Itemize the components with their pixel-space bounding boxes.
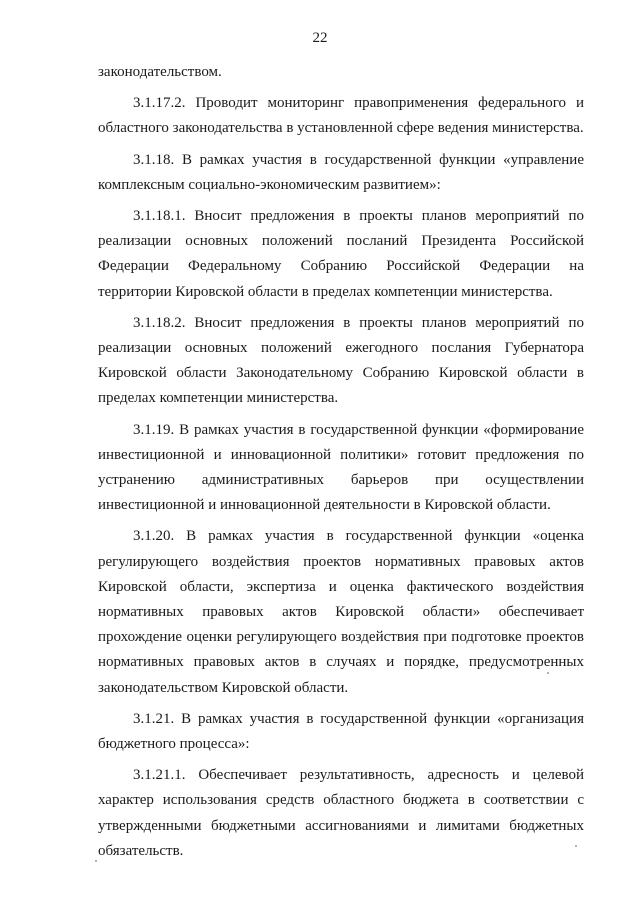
paragraph-3-1-21-1: 3.1.21.1. Обеспечивает результативность, адресность и целевой характер использования средств областного бюджета в соответствии с утвержденными бюджетными ассигнованиями и лимитами бюджетных обязательств. (98, 767, 584, 859)
paragraph-3-1-21: 3.1.21. В рамках участия в государственной функции «организация бюджетного процесса»: (98, 710, 584, 753)
paragraph-3-1-17-2: 3.1.17.2. Проводит мониторинг правоприменения федерального и областного законодательства в установленной сфере ведения министерства. (98, 95, 584, 137)
paragraph-continuation: законодательством. (98, 64, 222, 80)
paragraph-3-1-18-1: 3.1.18.1. Вносит предложения в проекты планов мероприятий по реализации основных положений посланий Президента Российской Федерации Федеральному Собранию Российской Федерации на территории Кировской области в пределах компетенции министерства. (98, 208, 584, 300)
scan-speck (575, 845, 577, 847)
document-body (98, 60, 584, 870)
paragraph-3-1-19: 3.1.19. В рамках участия в государственной функции «формирование инвестиционной и инновационной политики» готовит предложения по устранению административных барьеров при осуществлении инвестиционной и инновационной деятельности в Кировской области. (98, 421, 584, 514)
paragraph-3-1-18: 3.1.18. В рамках участия в государственной функции «управление комплексным социально-экономическим развитием»: (98, 151, 584, 193)
page-number: 22 (312, 30, 328, 46)
scan-speck (547, 672, 549, 674)
paragraph-3-1-18-2: 3.1.18.2. Вносит предложения в проекты планов мероприятий по реализации основных положений ежегодного послания Губернатора Кировской области Законодательному Собранию Кировской области в пределах компетенции министерства. (98, 314, 584, 407)
scan-speck (95, 860, 97, 862)
paragraph-3-1-20: 3.1.20. В рамках участия в государственной функции «оценка регулирующего воздействия проектов нормативных правовых актов Кировской области, экспертиза и оценка фактического воздействия нормативных правовых актов Кировской области» обеспечивает прохождение оценки регулирующего воздействия при подготовке проектов нормативных правовых актов в случаях и порядке, предусмотренных законодательством Кировской области. (98, 528, 584, 696)
